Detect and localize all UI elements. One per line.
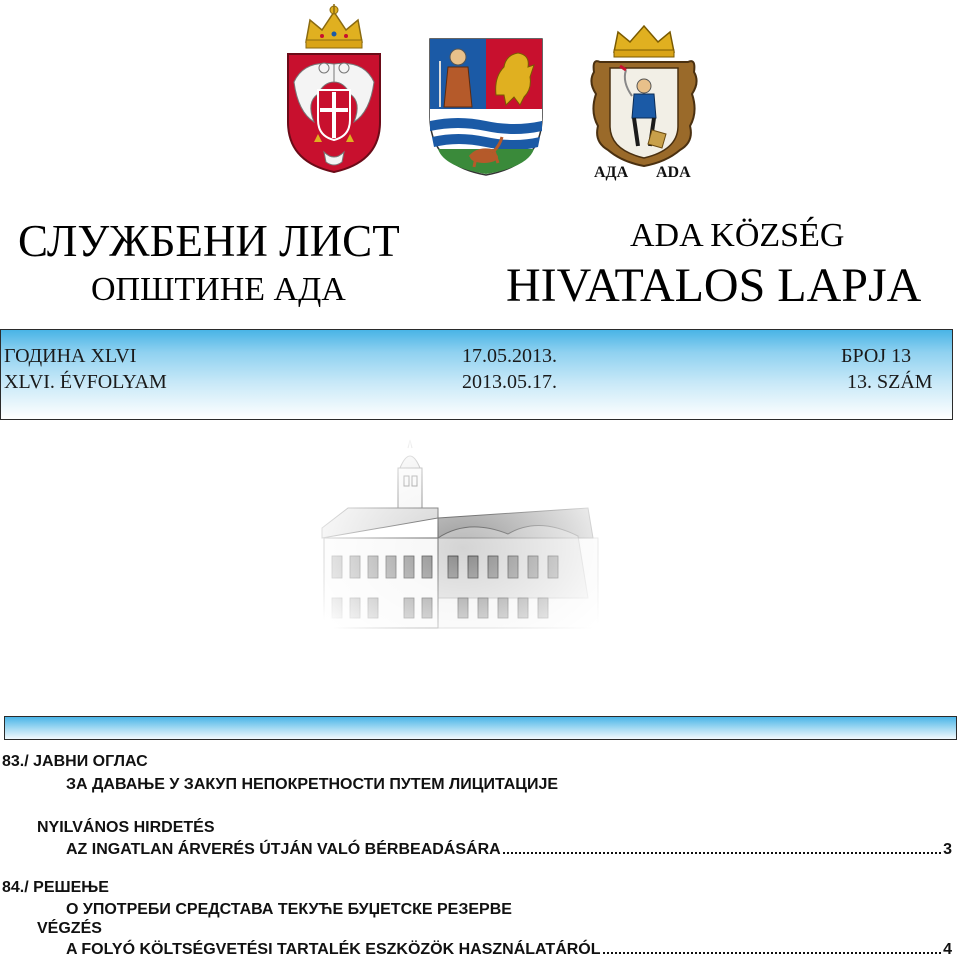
issue-number-serbian: БРОЈ 13 bbox=[841, 345, 912, 367]
toc-item-number: 83. bbox=[2, 753, 25, 770]
toc-item-title: / РЕШЕЊЕ bbox=[24, 879, 109, 896]
ada-coat-of-arms bbox=[586, 22, 702, 184]
year-serbian: ГОДИНА XLVI bbox=[4, 345, 137, 367]
title-serbian-line2: ОПШТИНЕ АДА bbox=[91, 271, 346, 308]
toc-item-83-title-serbian[interactable] bbox=[2, 752, 148, 772]
crest-label-latin: ADA bbox=[656, 164, 691, 181]
crest-label-cyrillic: АДА bbox=[594, 164, 629, 181]
toc-item-84-title-hungarian: VÉGZÉS bbox=[37, 920, 102, 937]
toc-item-84-title-serbian[interactable] bbox=[2, 878, 109, 898]
toc-item-83-page: 3 bbox=[943, 841, 952, 858]
town-hall-sketch bbox=[318, 438, 608, 643]
year-hungarian: XLVI. ÉVFOLYAM bbox=[4, 371, 167, 393]
toc-item-number: 84. bbox=[2, 879, 25, 896]
issue-info-band bbox=[0, 329, 953, 420]
toc-item-84-page: 4 bbox=[943, 941, 952, 958]
toc-item-83-title-hungarian: NYILVÁNOS HIRDETÉS bbox=[37, 819, 215, 836]
date-serbian: 17.05.2013. bbox=[462, 345, 557, 367]
toc-item-84-subtitle-hungarian: A FOLYÓ KÖLTSÉGVETÉSI TARTALÉK ESZKÖZÖK HASZNÁLATÁRÓL bbox=[66, 941, 601, 958]
title-hungarian-line1: ADA KÖZSÉG bbox=[630, 217, 845, 254]
issue-number-hungarian: 13. SZÁM bbox=[847, 371, 933, 393]
section-separator-bar bbox=[4, 716, 957, 740]
toc-item-84-subtitle-serbian: О УПОТРЕБИ СРЕДСТАВА ТЕКУЋЕ БУЏЕТСКЕ РЕЗЕРВЕ bbox=[66, 901, 512, 918]
toc-item-83-subtitle-serbian: ЗА ДАВАЊЕ У ЗАКУП НЕПОКРЕТНОСТИ ПУТЕМ ЛИЦИТАЦИЈЕ bbox=[66, 776, 559, 793]
date-hungarian: 2013.05.17. bbox=[462, 371, 557, 393]
title-hungarian-line2: HIVATALOS LAPJA bbox=[506, 259, 922, 312]
toc-item-84-leader-row[interactable] bbox=[66, 940, 952, 960]
toc-item-title: / ЈАВНИ ОГЛАС bbox=[24, 753, 148, 770]
title-serbian-line1: СЛУЖБЕНИ ЛИСТ bbox=[18, 216, 400, 266]
dot-leader bbox=[603, 952, 942, 954]
toc-item-83-leader-row[interactable] bbox=[66, 840, 952, 860]
serbia-coat-of-arms bbox=[284, 2, 384, 174]
dot-leader bbox=[503, 852, 941, 854]
vojvodina-coat-of-arms bbox=[428, 37, 544, 177]
toc-item-83-subtitle-hungarian: AZ INGATLAN ÁRVERÉS ÚTJÁN VALÓ BÉRBEADÁSÁRA bbox=[66, 841, 501, 858]
